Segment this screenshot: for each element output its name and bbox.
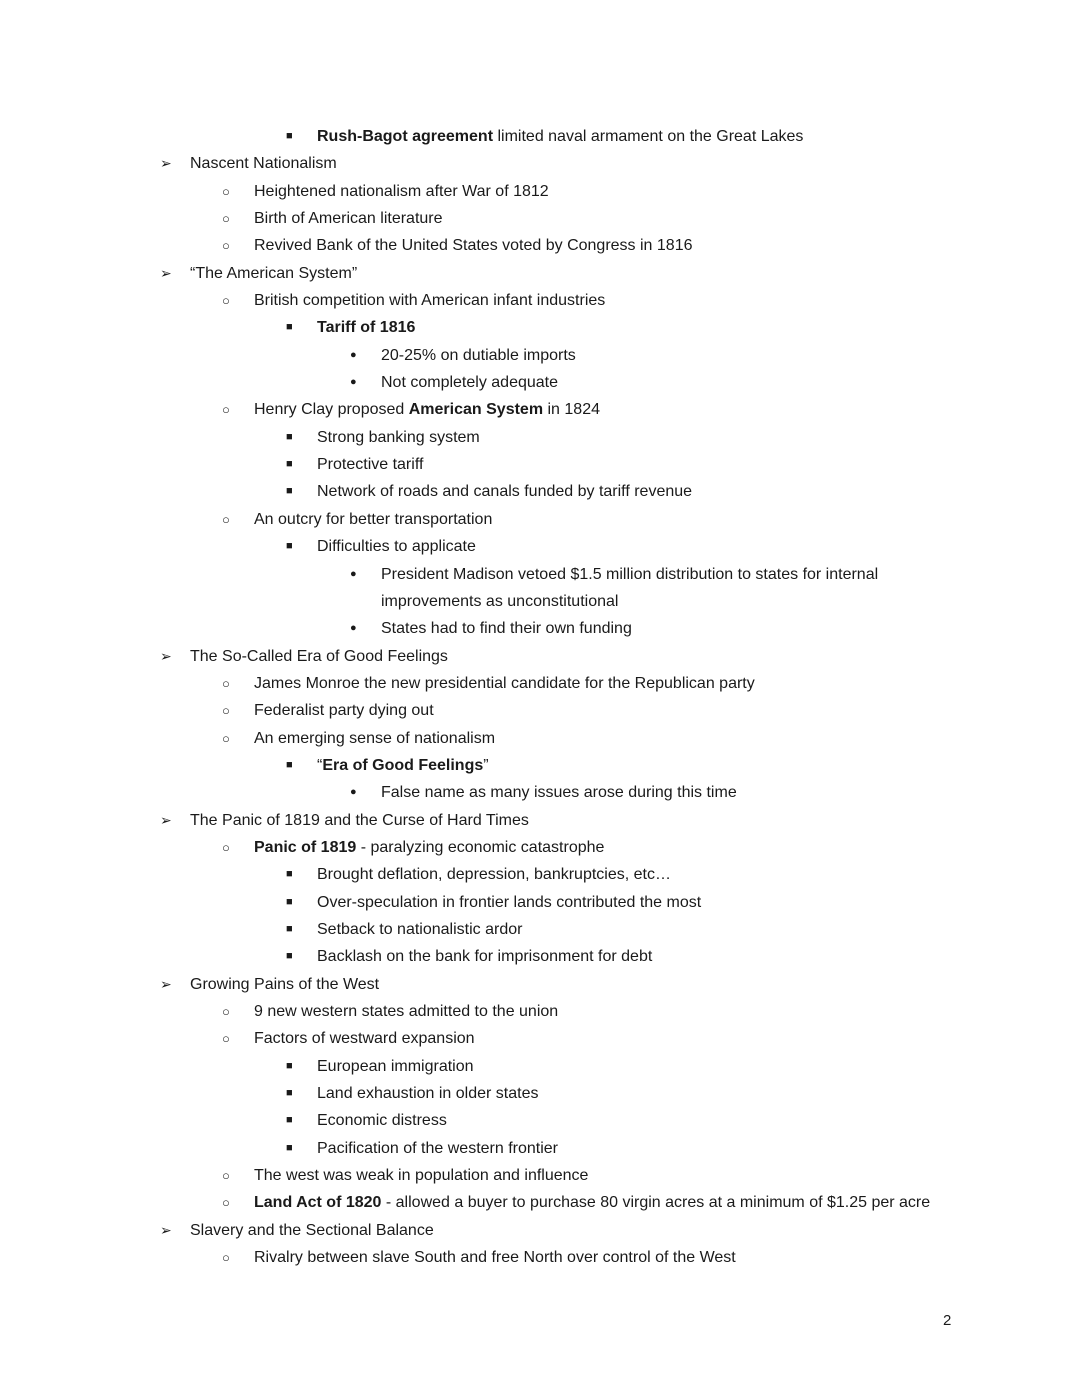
list-item: ● President Madison vetoed $1.5 million distribution to states for internal bbox=[0, 561, 1080, 588]
list-item: ■ Rush-Bagot agreement limited naval armament on the Great Lakes bbox=[0, 123, 1080, 150]
square-bullet-icon: ■ bbox=[286, 130, 293, 142]
dot-bullet-icon: ● bbox=[350, 376, 357, 389]
list-item: ■ Economic distress bbox=[0, 1107, 1080, 1134]
list-item: ○ Birth of American literature bbox=[0, 205, 1080, 232]
dot-bullet-icon: ● bbox=[350, 348, 357, 361]
list-item: ○ James Monroe the new presidential candidate for the Republican party bbox=[0, 670, 1080, 697]
square-bullet-icon: ■ bbox=[286, 458, 293, 471]
list-item: ○ The west was weak in population and influence bbox=[0, 1162, 1080, 1189]
square-bullet-icon: ■ bbox=[286, 1059, 293, 1072]
square-bullet-icon: ■ bbox=[286, 950, 293, 963]
notes-outline bbox=[0, 123, 1080, 1271]
list-item: ○ Land Act of 1820 - allowed a buyer to purchase 80 virgin acres at a minimum of $1.25 per acre bbox=[0, 1189, 1080, 1216]
list-item: ○ Henry Clay proposed American System in 1824 bbox=[0, 396, 1080, 423]
list-item: ■ Strong banking system bbox=[0, 424, 1080, 451]
page-number: 2 bbox=[943, 1312, 952, 1329]
square-bullet-icon: ■ bbox=[286, 1114, 293, 1127]
list-item: ○ An outcry for better transportation bbox=[0, 506, 1080, 533]
circle-bullet-icon: ○ bbox=[222, 293, 230, 309]
list-item: ● False name as many issues arose during this time bbox=[0, 779, 1080, 806]
circle-bullet-icon: ○ bbox=[222, 1031, 230, 1047]
square-bullet-icon: ■ bbox=[286, 868, 293, 881]
list-item: ■ “Era of Good Feelings” bbox=[0, 752, 1080, 779]
list-item: ■ Protective tariff bbox=[0, 451, 1080, 478]
arrow-bullet-icon: ➢ bbox=[160, 975, 172, 992]
list-item: ■ European immigration bbox=[0, 1053, 1080, 1080]
circle-bullet-icon: ○ bbox=[222, 675, 230, 691]
arrow-bullet-icon: ➢ bbox=[160, 811, 172, 828]
list-item: ● 20-25% on dutiable imports bbox=[0, 342, 1080, 369]
list-item: ○ Revived Bank of the United States voted by Congress in 1816 bbox=[0, 232, 1080, 259]
section-heading: ➢ Nascent Nationalism bbox=[0, 150, 1080, 177]
list-item: ○ An emerging sense of nationalism bbox=[0, 725, 1080, 752]
circle-bullet-icon: ○ bbox=[222, 839, 230, 855]
square-bullet-icon: ■ bbox=[286, 922, 293, 935]
circle-bullet-icon: ○ bbox=[222, 1195, 230, 1211]
list-item-continuation: improvements as unconstitutional bbox=[381, 592, 619, 610]
square-bullet-icon: ■ bbox=[286, 1141, 293, 1154]
list-item: ■ Backlash on the bank for imprisonment for debt bbox=[0, 943, 1080, 970]
dot-bullet-icon: ● bbox=[350, 622, 357, 635]
circle-bullet-icon: ○ bbox=[222, 511, 230, 527]
dot-bullet-icon: ● bbox=[350, 786, 357, 799]
list-item: ○ Heightened nationalism after War of 1812 bbox=[0, 178, 1080, 205]
square-bullet-icon: ■ bbox=[286, 321, 293, 334]
circle-bullet-icon: ○ bbox=[222, 1004, 230, 1019]
section-heading: ➢ The Panic of 1819 and the Curse of Hard Times bbox=[0, 807, 1080, 834]
list-item: ○ 9 new western states admitted to the union bbox=[0, 998, 1080, 1025]
square-bullet-icon: ■ bbox=[286, 430, 293, 443]
circle-bullet-icon: ○ bbox=[222, 402, 230, 418]
list-item: ○ British competition with American infant industries bbox=[0, 287, 1080, 314]
arrow-bullet-icon: ➢ bbox=[160, 647, 172, 664]
list-item: ● States had to find their own funding bbox=[0, 615, 1080, 642]
circle-bullet-icon: ○ bbox=[222, 730, 230, 746]
list-item: ■ Brought deflation, depression, bankruptcies, etc… bbox=[0, 861, 1080, 888]
list-item: ● Not completely adequate bbox=[0, 369, 1080, 396]
list-item: ■ Over-speculation in frontier lands contributed the most bbox=[0, 889, 1080, 916]
square-bullet-icon: ■ bbox=[286, 485, 293, 498]
circle-bullet-icon: ○ bbox=[222, 703, 230, 719]
list-item: ■ Network of roads and canals funded by tariff revenue bbox=[0, 478, 1080, 505]
square-bullet-icon: ■ bbox=[286, 540, 293, 553]
list-item: ■ Difficulties to applicate bbox=[0, 533, 1080, 560]
list-item: ○ Federalist party dying out bbox=[0, 697, 1080, 724]
section-heading: ➢ Slavery and the Sectional Balance bbox=[0, 1217, 1080, 1244]
circle-bullet-icon: ○ bbox=[222, 183, 230, 199]
list-item: ■ Pacification of the western frontier bbox=[0, 1135, 1080, 1162]
circle-bullet-icon: ○ bbox=[222, 1250, 230, 1266]
list-item: ■ Tariff of 1816 bbox=[0, 314, 1080, 341]
circle-bullet-icon: ○ bbox=[222, 1168, 230, 1184]
section-heading: ➢ Growing Pains of the West bbox=[0, 971, 1080, 998]
list-item: ○ Panic of 1819 - paralyzing economic catastrophe bbox=[0, 834, 1080, 861]
list-item: ○ Factors of westward expansion bbox=[0, 1025, 1080, 1052]
circle-bullet-icon: ○ bbox=[222, 238, 230, 254]
list-item: ○ Rivalry between slave South and free North over control of the West bbox=[0, 1244, 1080, 1271]
list-item: ■ Setback to nationalistic ardor bbox=[0, 916, 1080, 943]
arrow-bullet-icon: ➢ bbox=[160, 155, 172, 172]
section-heading: ➢ The So-Called Era of Good Feelings bbox=[0, 643, 1080, 670]
dot-bullet-icon: ● bbox=[350, 567, 357, 580]
square-bullet-icon: ■ bbox=[286, 895, 293, 908]
arrow-bullet-icon: ➢ bbox=[160, 1221, 172, 1238]
list-item: ■ Land exhaustion in older states bbox=[0, 1080, 1080, 1107]
circle-bullet-icon: ○ bbox=[222, 211, 230, 227]
arrow-bullet-icon: ➢ bbox=[160, 264, 172, 281]
square-bullet-icon: ■ bbox=[286, 1087, 293, 1100]
section-heading: ➢ “The American System” bbox=[0, 260, 1080, 287]
square-bullet-icon: ■ bbox=[286, 758, 293, 771]
